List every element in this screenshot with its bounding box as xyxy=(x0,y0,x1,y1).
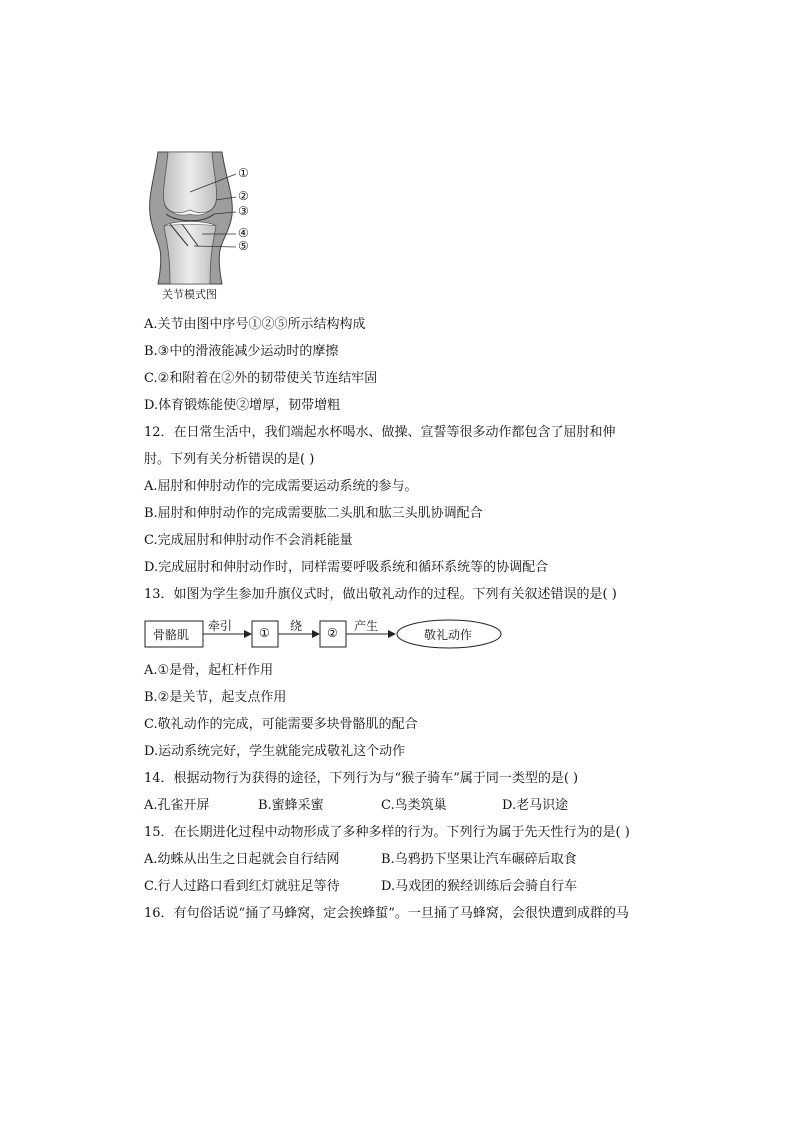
figure-label-1: ① xyxy=(238,166,249,180)
joint-figure xyxy=(140,150,270,285)
q11-option-c: C.②和附着在②外的韧带使关节连结牢固 xyxy=(144,371,378,386)
q14-option-b: B.蜜蜂采蜜 xyxy=(258,798,324,813)
figure-label-5: ⑤ xyxy=(238,239,249,253)
q13-option-d: D.运动系统完好，学生就能完成敬礼这个动作 xyxy=(144,744,406,759)
q13-option-c: C.敬礼动作的完成，可能需要多块骨骼肌的配合 xyxy=(144,717,418,732)
joint-diagram xyxy=(140,150,270,285)
figure-label-3: ③ xyxy=(238,204,249,218)
q15-option-d: D.马戏团的猴经训练后会骑自行车 xyxy=(381,879,578,894)
flow-box-1: ① xyxy=(259,626,270,640)
q14-option-a: A.孔雀开屏 xyxy=(144,798,210,813)
flow-ellipse-salute: 敬礼动作 xyxy=(424,628,473,642)
q13-option-b: B.②是关节，起支点作用 xyxy=(144,690,287,705)
flow-diagram xyxy=(144,617,504,651)
q11-option-d: D.体育锻炼能使②增厚，韧带增粗 xyxy=(144,398,341,413)
q11-option-a: A.关节由图中序号①②⑤所示结构构成 xyxy=(144,317,366,332)
q12-option-a: A.屈肘和伸肘动作的完成需要运动系统的参与。 xyxy=(144,479,418,494)
figure-label-4: ④ xyxy=(238,226,249,240)
q12-stem-line2: 肘。下列有关分析错误的是( ) xyxy=(144,452,315,467)
q13-option-a: A.①是骨，起杠杆作用 xyxy=(144,663,274,678)
q14-option-d: D.老马识途 xyxy=(502,798,569,813)
q12-option-d: D.完成屈肘和伸肘动作时，同样需要呼吸系统和循环系统等的协调配合 xyxy=(144,560,549,575)
q15-option-b: B.乌鸦扔下坚果让汽车碾碎后取食 xyxy=(381,852,577,867)
q14-option-c: C.鸟类筑巢 xyxy=(381,798,447,813)
q13-stem: 13．如图为学生参加升旗仪式时，做出敬礼动作的过程。下列有关叙述错误的是( ) xyxy=(144,587,617,602)
q12-option-b: B.屈肘和伸肘动作的完成需要肱二头肌和肱三头肌协调配合 xyxy=(144,506,483,521)
q11-option-b: B.③中的滑液能减少运动时的摩擦 xyxy=(144,344,339,359)
q16-stem: 16．有句俗话说“捅了马蜂窝，定会挨蜂蜇”。一旦捅了马蜂窝，会很快遭到成群的马 xyxy=(144,906,629,921)
figure-label-2: ② xyxy=(238,189,249,203)
flow-box-skeletal-muscle: 骨骼肌 xyxy=(153,628,190,642)
figure-caption: 关节模式图 xyxy=(162,288,217,301)
q12-stem-line1: 12．在日常生活中，我们端起水杯喝水、做操、宣誓等很多动作都包含了屈肘和伸 xyxy=(144,425,616,440)
q14-stem: 14．根据动物行为获得的途径，下列行为与“猴子骑车”属于同一类型的是( ) xyxy=(144,771,579,786)
q15-stem: 15．在长期进化过程中动物形成了多种多样的行为。下列行为属于先天性行为的是( ) xyxy=(144,825,630,840)
flow-arrow-pull-label: 牵引 xyxy=(208,619,233,633)
flow-box-2: ② xyxy=(327,626,338,640)
flow-arrow-produce-label: 产生 xyxy=(354,619,379,633)
flow-arrow-around-label: 绕 xyxy=(290,619,303,633)
q12-option-c: C.完成屈肘和伸肘动作不会消耗能量 xyxy=(144,533,353,548)
q15-option-a: A.幼蛛从出生之日起就会自行结网 xyxy=(144,852,340,867)
q15-option-c: C.行人过路口看到红灯就驻足等待 xyxy=(144,879,340,894)
